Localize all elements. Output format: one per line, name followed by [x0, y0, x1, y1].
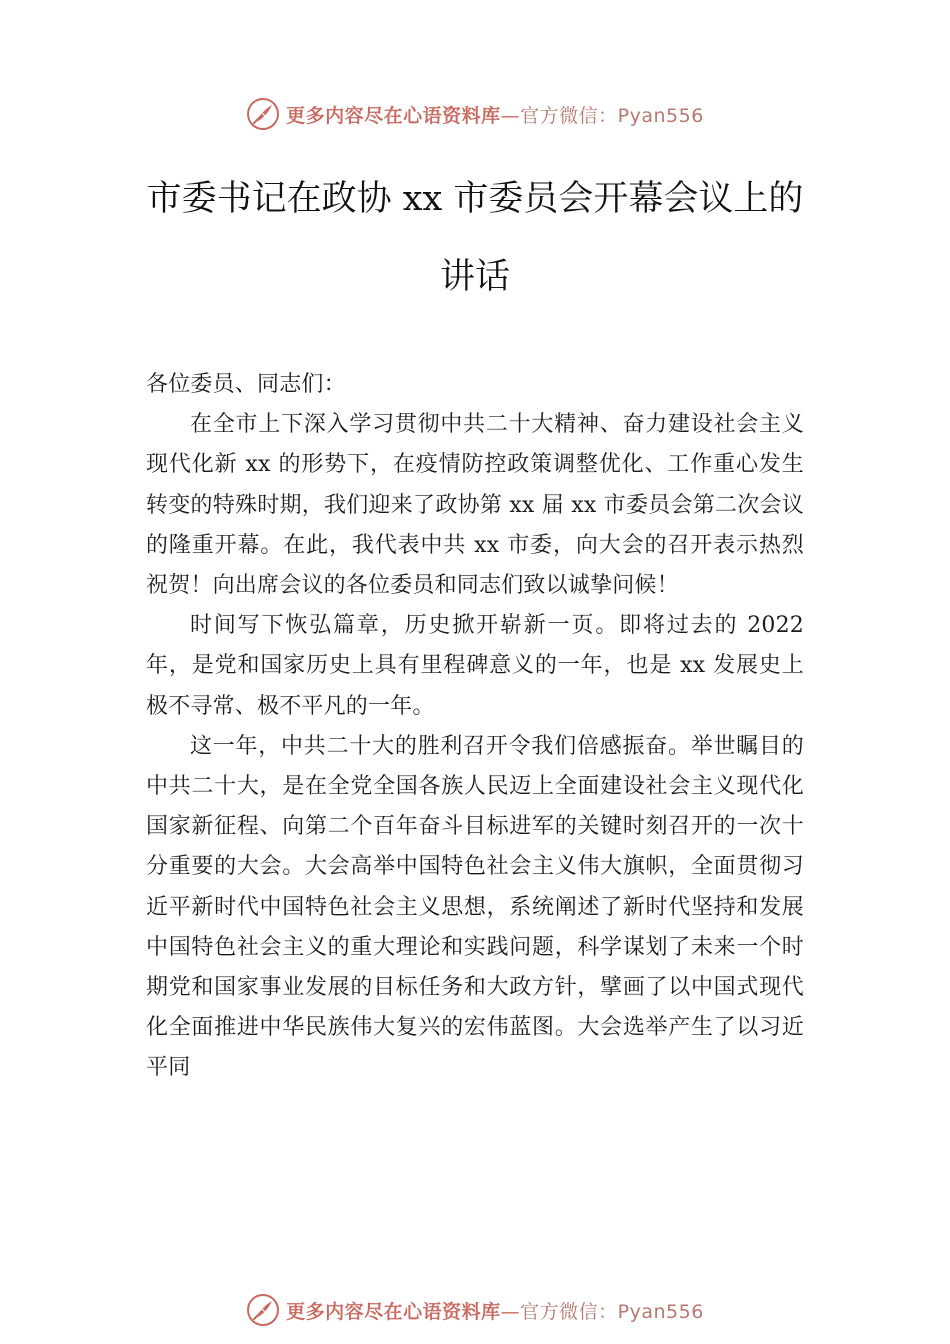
paragraph: 在全市上下深入学习贯彻中共二十大精神、奋力建设社会主义现代化新 xx 的形势下，在疫情防控政策调整优化、工作重心发生转变的特殊时期，我们迎来了政协第 xx 届 xx 市委员会第二次会议的隆重开幕。在此，我代表中共 xx 市委，向大会的召开表示热烈祝贺！向出席会议的各位委员和同志们致以诚挚问候！	[146, 412, 804, 599]
watermark-separator: —	[500, 1300, 521, 1323]
document-body	[146, 365, 804, 1089]
watermark-text	[286, 1297, 704, 1324]
paragraph: 这一年，中共二十大的胜利召开令我们倍感振奋。举世瞩目的中共二十大，是在全党全国各族人民迈上全面建设社会主义现代化国家新征程、向第二个百年奋斗目标进军的关键时刻召开的一次十分重要的大会。大会高举中国特色社会主义伟大旗帜，全面贯彻习近平新时代中国特色社会主义思想，系统阐述了新时代坚持和发展中国特色社会主义的重大理论和实践问题，科学谋划了未来一个时期党和国家事业发展的目标任务和大政方针，擘画了以中国式现代化全面推进中华民族伟大复兴的宏伟蓝图。大会选举产生了以习近平同	[146, 733, 804, 1081]
watermark-separator: —	[500, 104, 521, 127]
salutation: 各位委员、同志们：	[146, 372, 346, 397]
document-title: 市委书记在政协 xx 市委员会开幕会议上的讲话	[146, 179, 804, 297]
footer-watermark	[0, 1290, 950, 1330]
watermark-main: 更多内容尽在心语资料库	[286, 104, 501, 127]
paragraph: 时间写下恢弘篇章，历史掀开崭新一页。即将过去的 2022 年，是党和国家历史上具有里程碑意义的一年，也是 xx 发展史上极不寻常、极不平凡的一年。	[146, 613, 804, 719]
watermark-contact: 官方微信：Pyan556	[520, 1300, 704, 1323]
header-watermark	[0, 94, 950, 134]
watermark-text	[286, 101, 704, 128]
watermark-main: 更多内容尽在心语资料库	[286, 1300, 501, 1323]
feather-pen-logo-icon	[246, 97, 280, 131]
feather-pen-logo-icon	[246, 1293, 280, 1327]
watermark-contact: 官方微信：Pyan556	[520, 104, 704, 127]
